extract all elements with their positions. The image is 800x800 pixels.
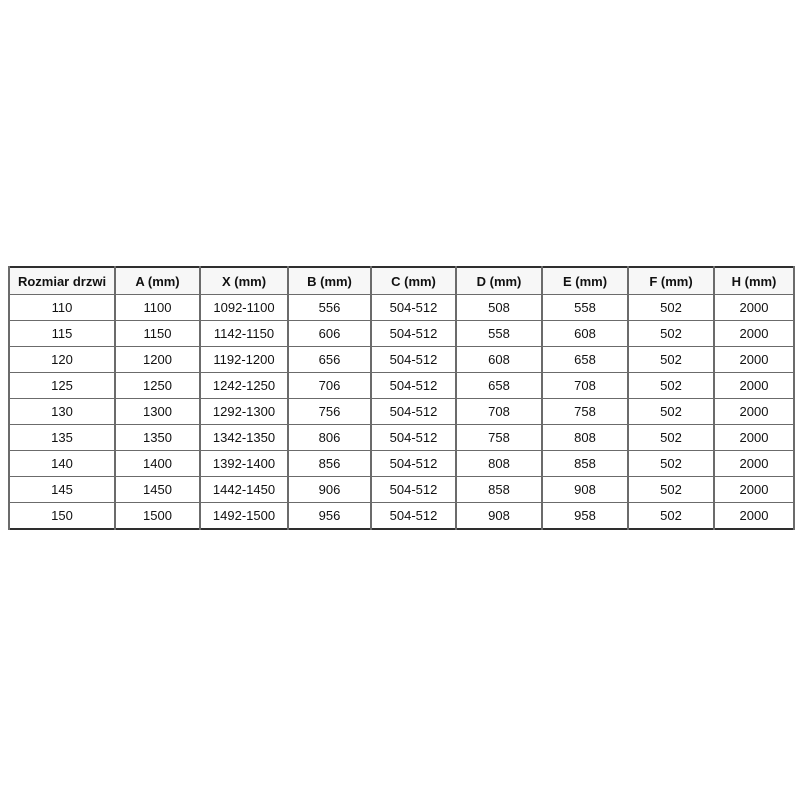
- table-cell: 2000: [714, 347, 794, 373]
- table-cell: 808: [542, 425, 628, 451]
- table-cell: 1292-1300: [200, 399, 288, 425]
- table-cell: 504-512: [371, 373, 456, 399]
- table-cell: 2000: [714, 295, 794, 321]
- table-row: [9, 503, 794, 530]
- table-cell: 115: [9, 321, 115, 347]
- table-cell: 1200: [115, 347, 200, 373]
- table-cell: 708: [456, 399, 542, 425]
- column-header: E (mm): [542, 267, 628, 295]
- table-cell: 558: [456, 321, 542, 347]
- table-cell: 504-512: [371, 503, 456, 530]
- table-row: [9, 451, 794, 477]
- table-cell: 110: [9, 295, 115, 321]
- table-cell: 502: [628, 451, 714, 477]
- table-cell: 130: [9, 399, 115, 425]
- table-cell: 508: [456, 295, 542, 321]
- table-cell: 1300: [115, 399, 200, 425]
- table-cell: 606: [288, 321, 371, 347]
- table-row: [9, 373, 794, 399]
- table-cell: 908: [542, 477, 628, 503]
- table-header: [9, 267, 794, 295]
- table-cell: 145: [9, 477, 115, 503]
- table-cell: 2000: [714, 399, 794, 425]
- table-cell: 706: [288, 373, 371, 399]
- table-cell: 608: [456, 347, 542, 373]
- table-cell: 806: [288, 425, 371, 451]
- table-cell: 2000: [714, 321, 794, 347]
- table-cell: 1442-1450: [200, 477, 288, 503]
- column-header: H (mm): [714, 267, 794, 295]
- table-row: [9, 477, 794, 503]
- table-cell: 1400: [115, 451, 200, 477]
- table-cell: 504-512: [371, 321, 456, 347]
- table-cell: 956: [288, 503, 371, 530]
- table-cell: 1492-1500: [200, 503, 288, 530]
- table-cell: 150: [9, 503, 115, 530]
- table-cell: 502: [628, 425, 714, 451]
- table-cell: 2000: [714, 451, 794, 477]
- table-cell: 908: [456, 503, 542, 530]
- table-cell: 1350: [115, 425, 200, 451]
- table-cell: 1192-1200: [200, 347, 288, 373]
- column-header: D (mm): [456, 267, 542, 295]
- door-size-table: [8, 266, 795, 530]
- column-header: X (mm): [200, 267, 288, 295]
- table-cell: 1450: [115, 477, 200, 503]
- table-cell: 1250: [115, 373, 200, 399]
- table-cell: 1142-1150: [200, 321, 288, 347]
- column-header: A (mm): [115, 267, 200, 295]
- table-cell: 502: [628, 347, 714, 373]
- table-cell: 504-512: [371, 347, 456, 373]
- table-cell: 1242-1250: [200, 373, 288, 399]
- column-header: B (mm): [288, 267, 371, 295]
- table-cell: 504-512: [371, 451, 456, 477]
- table-cell: 858: [456, 477, 542, 503]
- table-cell: 758: [456, 425, 542, 451]
- table-cell: 502: [628, 373, 714, 399]
- table-cell: 1392-1400: [200, 451, 288, 477]
- table-cell: 608: [542, 321, 628, 347]
- column-header: C (mm): [371, 267, 456, 295]
- table-cell: 758: [542, 399, 628, 425]
- table-cell: 1150: [115, 321, 200, 347]
- table-cell: 502: [628, 399, 714, 425]
- table-cell: 125: [9, 373, 115, 399]
- table-cell: 502: [628, 295, 714, 321]
- table-cell: 2000: [714, 477, 794, 503]
- table-cell: 708: [542, 373, 628, 399]
- table-cell: 502: [628, 321, 714, 347]
- table-row: [9, 295, 794, 321]
- table-cell: 504-512: [371, 425, 456, 451]
- table-cell: 502: [628, 503, 714, 530]
- column-header: F (mm): [628, 267, 714, 295]
- table-cell: 120: [9, 347, 115, 373]
- table-cell: 502: [628, 477, 714, 503]
- table-cell: 658: [542, 347, 628, 373]
- table-cell: 558: [542, 295, 628, 321]
- table-cell: 958: [542, 503, 628, 530]
- table-cell: 504-512: [371, 399, 456, 425]
- table-cell: 858: [542, 451, 628, 477]
- column-header: Rozmiar drzwi: [9, 267, 115, 295]
- table-cell: 756: [288, 399, 371, 425]
- table-cell: 504-512: [371, 295, 456, 321]
- table-cell: 1092-1100: [200, 295, 288, 321]
- table-cell: 556: [288, 295, 371, 321]
- table-cell: 856: [288, 451, 371, 477]
- table-cell: 504-512: [371, 477, 456, 503]
- table-body: [9, 295, 794, 530]
- table-cell: 906: [288, 477, 371, 503]
- table-cell: 2000: [714, 373, 794, 399]
- table-cell: 140: [9, 451, 115, 477]
- table-cell: 1100: [115, 295, 200, 321]
- table-cell: 808: [456, 451, 542, 477]
- table-row: [9, 321, 794, 347]
- table-cell: 2000: [714, 503, 794, 530]
- table-cell: 2000: [714, 425, 794, 451]
- table-row: [9, 399, 794, 425]
- table-cell: 658: [456, 373, 542, 399]
- table-cell: 1500: [115, 503, 200, 530]
- table-row: [9, 347, 794, 373]
- table-row: [9, 425, 794, 451]
- table-cell: 135: [9, 425, 115, 451]
- table-cell: 1342-1350: [200, 425, 288, 451]
- table-cell: 656: [288, 347, 371, 373]
- table-header-row: [9, 267, 794, 295]
